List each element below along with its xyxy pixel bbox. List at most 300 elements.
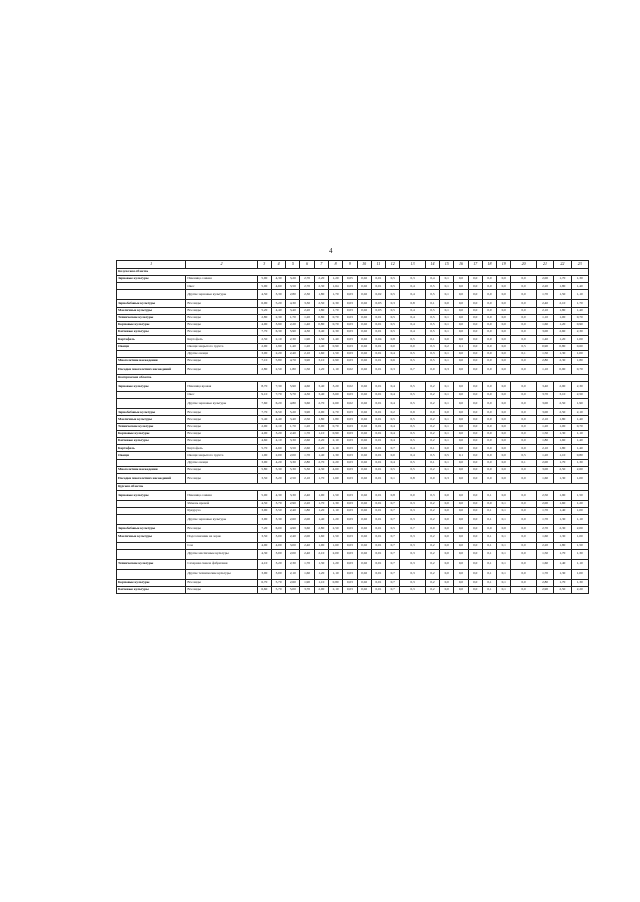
value-cell: 2,00 <box>286 549 300 559</box>
value-cell: 0,0 <box>454 399 468 409</box>
crop-name-cell: Овощи закрытого грунта <box>186 343 257 350</box>
value-cell: 0,01 <box>371 409 385 416</box>
value-cell: 0,2 <box>425 466 439 473</box>
value-cell: 1,70 <box>554 276 571 283</box>
value-cell: 5,70 <box>271 579 285 586</box>
value-cell: 1,10 <box>329 508 343 515</box>
value-cell: 0,70 <box>329 314 343 321</box>
value-cell: 4,10 <box>271 438 285 445</box>
value-cell: 0,01 <box>371 392 385 399</box>
value-cell: 1,40 <box>314 515 328 525</box>
value-cell: 0,0 <box>497 445 511 452</box>
value-cell: 0,0 <box>468 392 482 399</box>
value-cell: 0,03 <box>343 459 357 466</box>
value-cell: 0,2 <box>425 515 439 525</box>
value-cell: 1,30 <box>571 549 588 559</box>
value-cell: 0,01 <box>371 365 385 375</box>
value-cell: 1,50 <box>329 350 343 357</box>
value-cell: 0,3 <box>425 343 439 350</box>
value-cell: 1,40 <box>314 452 328 459</box>
value-cell: 0,03 <box>343 392 357 399</box>
column-number-header: 11 <box>371 261 385 269</box>
value-cell: 0,02 <box>357 321 371 328</box>
value-cell: 0,01 <box>371 430 385 437</box>
value-cell: 1,80 <box>554 416 571 423</box>
value-cell: 0,03 <box>343 473 357 483</box>
value-cell: 2,50 <box>257 336 271 343</box>
column-number-header: 5 <box>286 261 300 269</box>
value-cell: 0,0 <box>454 508 468 515</box>
value-cell: 3,20 <box>271 430 285 437</box>
value-cell: 1,30 <box>554 473 571 483</box>
value-cell: 0,0 <box>482 382 496 392</box>
table-row <box>117 452 589 459</box>
value-cell: 2,40 <box>300 490 314 500</box>
value-cell: 7,70 <box>257 329 271 336</box>
value-cell: 0,5 <box>400 416 425 423</box>
value-cell: 0,02 <box>357 409 371 416</box>
value-cell: 0,01 <box>371 559 385 569</box>
value-cell: 0,0 <box>497 343 511 350</box>
value-cell: 0,0 <box>482 336 496 343</box>
crop-group-cell: Кормовые культуры <box>117 579 186 586</box>
value-cell: 1,80 <box>300 508 314 515</box>
value-cell: 0,0 <box>482 445 496 452</box>
value-cell: 0,03 <box>343 515 357 525</box>
table-row <box>117 329 589 336</box>
column-number-header: 6 <box>300 261 314 269</box>
value-cell: 3,30 <box>286 459 300 466</box>
value-cell: 0,1 <box>440 466 454 473</box>
crop-group-cell <box>117 515 186 525</box>
value-cell: 0,0 <box>468 445 482 452</box>
value-cell: 3,30 <box>271 515 285 525</box>
value-cell: 0,0 <box>440 579 454 586</box>
value-cell: 6,50 <box>271 409 285 416</box>
crop-group-cell: Многолетние насаждения <box>117 357 186 364</box>
value-cell: 0,02 <box>357 452 371 459</box>
crop-name-cell: Все виды <box>186 357 257 364</box>
crop-group-cell <box>117 542 186 549</box>
value-cell: 2,20 <box>314 276 328 283</box>
table-row <box>117 343 589 350</box>
value-cell: 0,7 <box>386 542 400 549</box>
value-cell: 1,00 <box>554 423 571 430</box>
value-cell: 0,02 <box>343 365 357 375</box>
value-cell: 1,80 <box>286 365 300 375</box>
value-cell: 0,3 <box>400 586 425 593</box>
value-cell: 0,5 <box>425 357 439 364</box>
crop-name-cell: Другие масличные культуры <box>186 549 257 559</box>
value-cell: 1,90 <box>257 452 271 459</box>
value-cell: 1,40 <box>554 508 571 515</box>
value-cell: 0,02 <box>357 329 371 336</box>
value-cell: 1,30 <box>554 515 571 525</box>
value-cell: 0,01 <box>371 321 385 328</box>
value-cell: 0,1 <box>440 307 454 314</box>
value-cell: 1,60 <box>536 559 553 569</box>
value-cell: 0,02 <box>357 300 371 307</box>
value-cell: 1,60 <box>554 500 571 507</box>
value-cell: 0,2 <box>425 438 439 445</box>
value-cell: 0,4 <box>400 329 425 336</box>
value-cell: 3,50 <box>257 532 271 542</box>
value-cell: 0,0 <box>454 549 468 559</box>
value-cell: 0,0 <box>468 276 482 283</box>
value-cell: 5,30 <box>286 466 300 473</box>
value-cell: 0,80 <box>314 321 328 328</box>
crop-name-cell: Другие овощи <box>186 459 257 466</box>
value-cell: 0,2 <box>425 416 439 423</box>
value-cell: 0,4 <box>386 350 400 357</box>
value-cell: 0,7 <box>386 532 400 542</box>
value-cell: 0,0 <box>468 586 482 593</box>
table-row <box>117 579 589 586</box>
value-cell: 0,1 <box>454 343 468 350</box>
value-cell: 0,0 <box>468 500 482 507</box>
value-cell: 1,50 <box>300 365 314 375</box>
value-cell: 0,1 <box>440 416 454 423</box>
column-number-header: 16 <box>454 261 468 269</box>
value-cell: 0,0 <box>497 365 511 375</box>
value-cell: 3,50 <box>286 445 300 452</box>
value-cell: 0,02 <box>357 350 371 357</box>
value-cell: 0,4 <box>386 382 400 392</box>
value-cell: 0,0 <box>454 314 468 321</box>
value-cell: 0,1 <box>497 508 511 515</box>
column-number-header: 20 <box>511 261 536 269</box>
value-cell: 0,2 <box>425 542 439 549</box>
value-cell: 1,50 <box>329 490 343 500</box>
value-cell: 0,0 <box>400 343 425 350</box>
value-cell: 1,50 <box>536 549 553 559</box>
value-cell: 4,60 <box>257 438 271 445</box>
value-cell: 0,1 <box>440 382 454 392</box>
value-cell: 1,60 <box>536 473 553 483</box>
value-cell: 0,0 <box>497 392 511 399</box>
value-cell: 1,20 <box>314 508 328 515</box>
table-row <box>117 445 589 452</box>
crop-name-cell: Все виды <box>186 438 257 445</box>
value-cell: 0,1 <box>440 392 454 399</box>
value-cell: 3,60 <box>300 399 314 409</box>
crop-group-cell <box>117 459 186 466</box>
value-cell: 0,2 <box>425 430 439 437</box>
value-cell: 0,0 <box>454 300 468 307</box>
value-cell: 0,1 <box>454 452 468 459</box>
value-cell: 1,20 <box>314 569 328 579</box>
value-cell: 0,80 <box>329 579 343 586</box>
value-cell: 0,02 <box>357 532 371 542</box>
value-cell: 0,0 <box>454 283 468 290</box>
value-cell: 0,02 <box>357 382 371 392</box>
value-cell: 0,70 <box>329 321 343 328</box>
table-row <box>117 300 589 307</box>
value-cell: 3,50 <box>257 473 271 483</box>
value-cell: 4,40 <box>271 307 285 314</box>
value-cell: 0,01 <box>371 508 385 515</box>
value-cell: 0,0 <box>468 314 482 321</box>
value-cell: 3,30 <box>300 300 314 307</box>
table-row <box>117 290 589 300</box>
crop-group-cell: Картофель <box>117 445 186 452</box>
value-cell: 1,60 <box>554 438 571 445</box>
value-cell: 0,1 <box>386 473 400 483</box>
value-cell: 0,0 <box>497 276 511 283</box>
value-cell: 2,20 <box>300 307 314 314</box>
value-cell: 2,80 <box>314 525 328 532</box>
value-cell: 1,80 <box>329 416 343 423</box>
value-cell: 5,40 <box>257 416 271 423</box>
value-cell: 1,20 <box>300 343 314 350</box>
table-row <box>117 515 589 525</box>
value-cell: 5,80 <box>257 466 271 473</box>
value-cell: 0,5 <box>386 416 400 423</box>
value-cell: 0,1 <box>425 300 439 307</box>
value-cell: 0,0 <box>468 473 482 483</box>
value-cell: 0,5 <box>425 452 439 459</box>
value-cell: 0,7 <box>386 515 400 525</box>
value-cell: 0,0 <box>511 466 536 473</box>
value-cell: 0,4 <box>425 276 439 283</box>
value-cell: 1,20 <box>536 423 553 430</box>
value-cell: 0,0 <box>511 532 536 542</box>
table-row <box>117 500 589 507</box>
crop-name-cell: Кукуруза <box>186 508 257 515</box>
value-cell: 0,0 <box>497 399 511 409</box>
value-cell: 0,5 <box>386 525 400 532</box>
value-cell: 1,70 <box>536 515 553 525</box>
value-cell: 3,90 <box>257 508 271 515</box>
value-cell: 1,20 <box>300 423 314 430</box>
table-row <box>117 276 589 283</box>
crop-name-cell: Все виды <box>186 300 257 307</box>
value-cell: 2,90 <box>257 423 271 430</box>
value-cell: 2,10 <box>536 416 553 423</box>
value-cell: 1,70 <box>300 430 314 437</box>
value-cell: 0,0 <box>482 300 496 307</box>
value-cell: 2,20 <box>271 350 285 357</box>
value-cell: 2,30 <box>271 314 285 321</box>
value-cell: 0,03 <box>343 525 357 532</box>
value-cell: 4,70 <box>286 357 300 364</box>
value-cell: 0,0 <box>440 559 454 569</box>
value-cell: 2,00 <box>571 525 588 532</box>
value-cell: 0,0 <box>454 525 468 532</box>
crop-group-cell: Многолетние насаждения <box>117 466 186 473</box>
column-number-header: 23 <box>571 261 588 269</box>
value-cell: 0,03 <box>343 490 357 500</box>
value-cell: 1,70 <box>300 452 314 459</box>
value-cell: 0,5 <box>400 459 425 466</box>
value-cell: 0,01 <box>371 549 385 559</box>
value-cell: 0,0 <box>454 416 468 423</box>
value-cell: 0,3 <box>400 500 425 507</box>
value-cell: 0,03 <box>371 300 385 307</box>
value-cell: 3,20 <box>271 473 285 483</box>
value-cell: 1,80 <box>314 290 328 300</box>
value-cell: 0,02 <box>371 290 385 300</box>
value-cell: 0,03 <box>343 336 357 343</box>
crop-name-cell: Подсолнечник на зерно <box>186 532 257 542</box>
value-cell: 0,02 <box>357 307 371 314</box>
value-cell: 0,02 <box>357 579 371 586</box>
region-name: Калужская область <box>117 269 589 276</box>
value-cell: 0,3 <box>400 532 425 542</box>
crop-group-cell: Зерновые культуры <box>117 382 186 392</box>
column-number-header: 18 <box>482 261 496 269</box>
value-cell: 6,90 <box>257 300 271 307</box>
value-cell: 0,5 <box>400 336 425 343</box>
value-cell: 1,40 <box>571 307 588 314</box>
value-cell: 2,30 <box>554 525 571 532</box>
value-cell: 2,40 <box>286 508 300 515</box>
value-cell: 0,03 <box>371 307 385 314</box>
value-cell: 0,03 <box>343 343 357 350</box>
crop-name-cell: Пшеница озимая <box>186 490 257 500</box>
value-cell: 0,1 <box>482 569 496 579</box>
value-cell: 0,0 <box>482 409 496 416</box>
value-cell: 2,40 <box>536 300 553 307</box>
value-cell: 0,0 <box>482 423 496 430</box>
crop-name-cell: Все виды <box>186 321 257 328</box>
crop-group-cell <box>117 283 186 290</box>
value-cell: 0,01 <box>371 500 385 507</box>
table-row <box>117 466 589 473</box>
value-cell: 0,03 <box>343 321 357 328</box>
value-cell: 0,5 <box>425 314 439 321</box>
value-cell: 0,01 <box>371 357 385 364</box>
value-cell: 0,02 <box>357 438 371 445</box>
value-cell: 0,5 <box>425 283 439 290</box>
value-cell: 2,20 <box>571 586 588 593</box>
table-row <box>117 542 589 549</box>
value-cell: 0,5 <box>400 438 425 445</box>
value-cell: 0,0 <box>482 343 496 350</box>
value-cell: 0,02 <box>357 392 371 399</box>
value-cell: 0,03 <box>343 542 357 549</box>
value-cell: 0,2 <box>425 423 439 430</box>
value-cell: 0,0 <box>511 473 536 483</box>
value-cell: 0,01 <box>371 586 385 593</box>
value-cell: 0,0 <box>497 430 511 437</box>
value-cell: 8,70 <box>257 382 271 392</box>
value-cell: 0,03 <box>343 416 357 423</box>
value-cell: 0,03 <box>343 283 357 290</box>
value-cell: 0,5 <box>386 307 400 314</box>
value-cell: 2,00 <box>271 452 285 459</box>
value-cell: 3,90 <box>257 459 271 466</box>
crop-name-cell: Сахарная свекла фабричная <box>186 559 257 569</box>
value-cell: 0,5 <box>386 329 400 336</box>
value-cell: 0,0 <box>468 515 482 525</box>
value-cell: 0,01 <box>371 445 385 452</box>
value-cell: 1,60 <box>536 532 553 542</box>
value-cell: 2,00 <box>536 500 553 507</box>
value-cell: 0,0 <box>511 430 536 437</box>
value-cell: 0,0 <box>497 525 511 532</box>
value-cell: 0,2 <box>425 399 439 409</box>
value-cell: 2,20 <box>329 459 343 466</box>
value-cell: 1,60 <box>300 569 314 579</box>
value-cell: 2,30 <box>571 382 588 392</box>
value-cell: 0,0 <box>468 466 482 473</box>
value-cell: 2,10 <box>329 438 343 445</box>
value-cell: 0,02 <box>357 399 371 409</box>
value-cell: 0,4 <box>400 314 425 321</box>
value-cell: 3,90 <box>300 357 314 364</box>
value-cell: 0,5 <box>386 466 400 473</box>
value-cell: 1,80 <box>571 357 588 364</box>
value-cell: 1,64 <box>329 283 343 290</box>
value-cell: 0,1 <box>440 350 454 357</box>
value-cell: 2,10 <box>554 300 571 307</box>
value-cell: 0,5 <box>400 466 425 473</box>
column-number-header: 19 <box>497 261 511 269</box>
value-cell: 3,40 <box>286 307 300 314</box>
value-cell: 0,0 <box>497 357 511 364</box>
column-number-header: 1 <box>117 261 186 269</box>
crop-name-cell: Соя <box>186 542 257 549</box>
value-cell: 0,9 <box>400 409 425 416</box>
value-cell: 0,0 <box>440 409 454 416</box>
value-cell: 3,60 <box>329 392 343 399</box>
value-cell: 0,5 <box>425 307 439 314</box>
crop-group-cell: Технические культуры <box>117 559 186 569</box>
crop-group-cell: Бахчевые культуры <box>117 586 186 593</box>
value-cell: 5,20 <box>286 409 300 416</box>
value-cell: 1,00 <box>571 569 588 579</box>
value-cell: 0,0 <box>511 409 536 416</box>
value-cell: 0,0 <box>482 459 496 466</box>
value-cell: 0,0 <box>482 466 496 473</box>
value-cell: 0,03 <box>343 438 357 445</box>
value-cell: 5,30 <box>271 466 285 473</box>
value-cell: 0,0 <box>468 525 482 532</box>
value-cell: 1,50 <box>536 430 553 437</box>
value-cell: 2,30 <box>329 300 343 307</box>
value-cell: 0,0 <box>454 382 468 392</box>
value-cell: 2,30 <box>286 559 300 569</box>
value-cell: 0,0 <box>468 409 482 416</box>
value-cell: 0,0 <box>482 357 496 364</box>
crop-group-cell: Посадки многолетних насаждений <box>117 473 186 483</box>
value-cell: 3,30 <box>286 438 300 445</box>
value-cell: 0,8 <box>400 300 425 307</box>
value-cell: 0,0 <box>440 532 454 542</box>
value-cell: 3,70 <box>271 500 285 507</box>
value-cell: 0,02 <box>357 466 371 473</box>
value-cell: 0,5 <box>400 423 425 430</box>
value-cell: 0,0 <box>511 445 536 452</box>
value-cell: 2,60 <box>300 438 314 445</box>
crop-name-cell: Все виды <box>186 423 257 430</box>
value-cell: 0,1 <box>497 559 511 569</box>
value-cell: 2,90 <box>554 382 571 392</box>
table-row <box>117 525 589 532</box>
value-cell: 1,10 <box>571 559 588 569</box>
value-cell: 0,90 <box>571 321 588 328</box>
value-cell: 3,20 <box>286 276 300 283</box>
value-cell: 0,0 <box>497 290 511 300</box>
value-cell: 2,60 <box>554 329 571 336</box>
value-cell: 0,0 <box>425 409 439 416</box>
value-cell: 0,0 <box>497 416 511 423</box>
value-cell: 0,0 <box>440 445 454 452</box>
value-cell: 0,4 <box>400 307 425 314</box>
region-row <box>117 375 589 382</box>
value-cell: 0,03 <box>343 559 357 569</box>
